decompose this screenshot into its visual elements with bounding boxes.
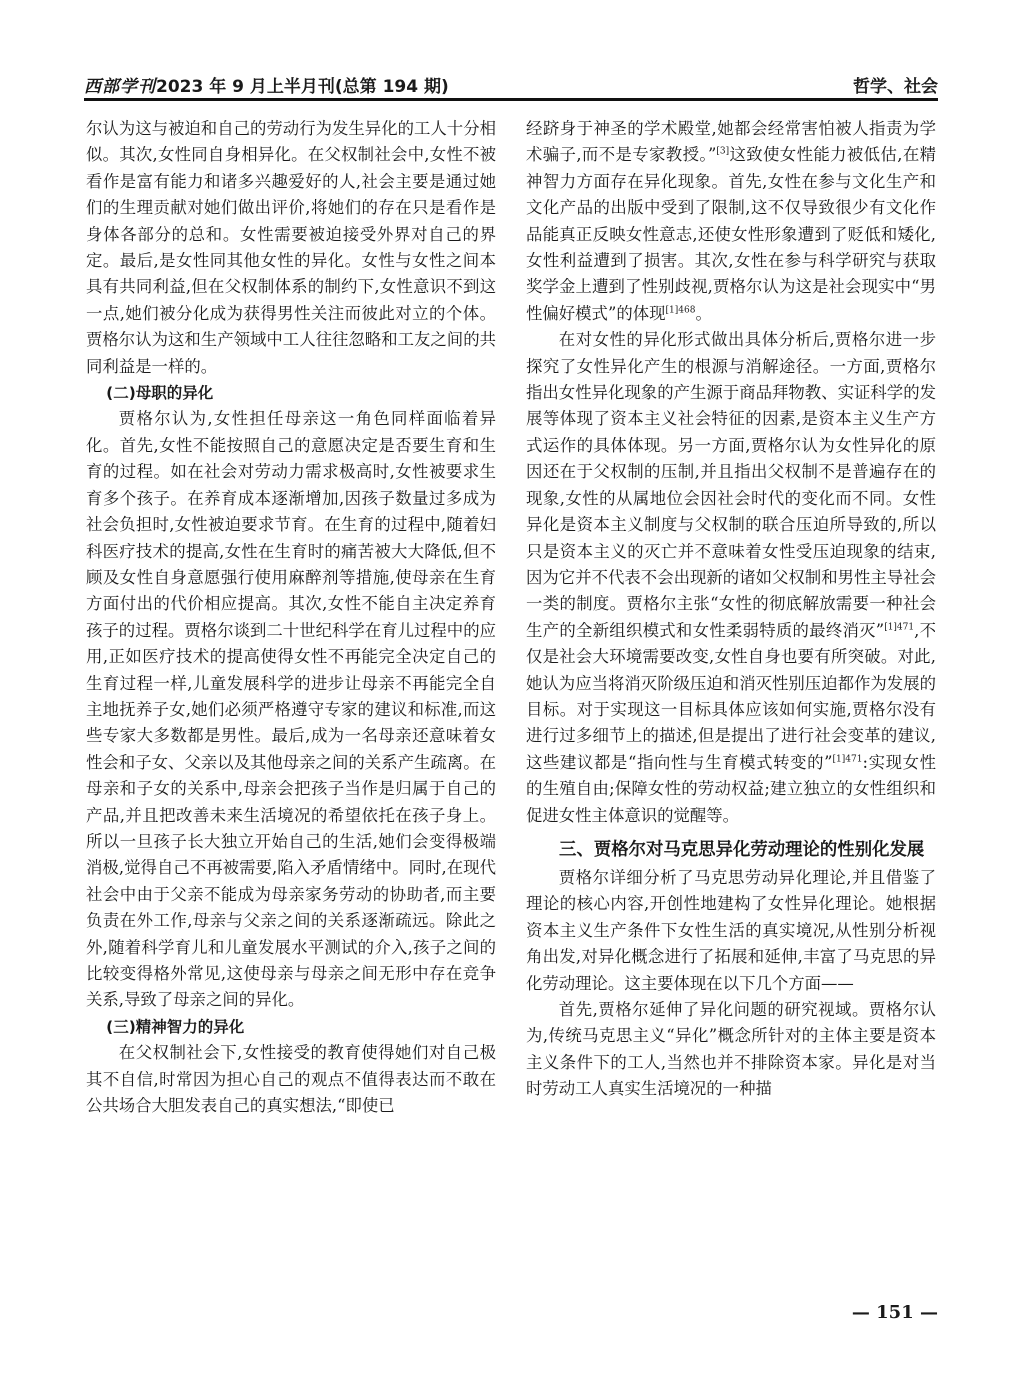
left-column	[86, 116, 496, 1119]
section-name: 哲学、社会	[853, 77, 938, 97]
citation: [3]	[716, 146, 730, 157]
page-number: — 151 —	[851, 1302, 938, 1323]
citation: [1]468	[665, 305, 696, 316]
paragraph	[526, 116, 936, 327]
running-header	[84, 68, 938, 100]
issue-info: 2023 年 9 月上半月刊(总第 194 期)	[156, 77, 449, 97]
citation: [1]471	[832, 754, 863, 765]
text-run: 。	[695, 303, 712, 323]
paragraph: 贾格尔详细分析了马克思劳动异化理论,并且借鉴了理论的核心内容,开创性地建构了女性异化理论。她根据资本主义生产条件下女性生活的真实境况,从性别分析视角出发,对异化概念进行了拓展和延伸,丰富了马克思的异化劳动理论。这主要体现在以下几个方面——	[526, 867, 936, 993]
subheading-motherhood: (二)母职的异化	[106, 384, 214, 403]
text-run: ,不仅是社会大环境需要改变,女性自身也要有所突破。对此,她认为应当将消灭阶级压迫和消灭性别压迫都作为发展的目标。对于实现这一目标具体应该如何实施,贾格尔没有进行过多细节上的描述,但是提出了进行社会变革的建议,这些建议都是“指向性与生育模式转变的”	[526, 620, 936, 772]
paragraph	[526, 327, 936, 829]
paragraph: 首先,贾格尔延伸了异化问题的研究视域。贾格尔认为,传统马克思主义“异化”概念所针对的主体主要是资本主义条件下的工人,当然也并不排除资本家。异化是对当时劳动工人真实生活境况的一种描	[526, 1000, 936, 1099]
paragraph: 贾格尔认为,女性担任母亲这一角色同样面临着异化。首先,女性不能按照自己的意愿决定是否要生育和生育的过程。如在社会对劳动力需求极高时,女性被要求生育多个孩子。在养育成本逐渐增加,因孩子数量过多成为社会负担时,女性被迫要求节育。在生育的过程中,随着妇科医疗技术的提高,女性在生育时的痛苦被大大降低,但不顾及女性自身意愿强行使用麻醉剂等措施,使母亲在生育方面付出的代价相应提高。其次,女性不能自主决定养育孩子的过程。贾格尔谈到二十世纪科学在育儿过程中的应用,正如医疗技术的提高使得女性不再能完全决定自己的生育过程一样,儿童发展科学的进步让母亲不再能完全自主地抚养子女,她们必须严格遵守专家的建议和标准,而这些专家大多数都是男性。最后,成为一名母亲还意味着女性会和子女、父亲以及其他母亲之间的关系产生疏离。在母亲和子女的关系中,母亲会把孩子当作是归属于自己的产品,并且把改善未来生活境况的希望依托在孩子身上。所以一旦孩子长大独立开始自己的生活,她们会变得极端消极,觉得自己不再被需要,陷入矛盾情绪中。同时,在现代社会中由于父亲不能成为母亲家务劳动的协助者,而主要负责在外工作,母亲与父亲之间的关系逐渐疏远。除此之外,随着科学育儿和儿童发展水平测试的介入,孩子之间的比较变得格外常见,这使母亲与母亲之间无形中存在竞争关系,导致了母亲之间的异化。	[86, 409, 496, 1010]
text-run: 在对女性的异化形式做出具体分析后,贾格尔进一步探究了女性异化产生的根源与消解途径。一方面,贾格尔指出女性异化现象的产生源于商品拜物教、实证科学的发展等体现了资本主义社会特征的因素,是资本主义生产方式运作的具体体现。另一方面,贾格尔认为女性异化的原因还在于父权制的压制,并且指出父权制不是普遍存在的现象,女性的从属地位会因社会时代的变化而不同。女性异化是资本主义制度与父权制的联合压迫所导致的,所以只是资本主义的灭亡并不意味着女性受压迫现象的结束,因为它并不代表不会出现新的诸如父权制和男性主导社会一类的制度。贾格尔主张“女性的彻底解放需要一种社会生产的全新组织模式和女性柔弱特质的最终消灭”	[526, 330, 936, 640]
section-heading: 三、贾格尔对马克思异化劳动理论的性别化发展	[559, 839, 925, 860]
right-column	[526, 116, 936, 1103]
paragraph: 在父权制社会下,女性接受的教育使得她们对自己极其不自信,时常因为担心自己的观点不值得表达而不敢在公共场合大胆发表自己的真实想法,“即使已	[86, 1043, 496, 1116]
text-run: :实现女性的生殖自由;保障女性的劳动权益;建立独立的女性组织和促进女性主体意识的觉醒等。	[526, 752, 936, 825]
text-run: 经跻身于神圣的学术殿堂,她都会经常害怕被人指责为学术骗子,而不是专家教授。”	[526, 119, 936, 165]
text-run: 这致使女性能力被低估,在精神智力方面存在异化现象。首先,女性在参与文化生产和文化产品的出版中受到了限制,这不仅导致很少有文化作品能真正反映女性意志,还使女性形象遭到了贬低和矮化,女性利益遭到了损害。其次,女性在参与科学研究与获取奖学金上遭到了性别歧视,贾格尔认为这是社会现实中“男性偏好模式”的体现	[526, 145, 936, 323]
journal-masthead	[84, 72, 449, 97]
citation: [1]471	[884, 622, 915, 633]
subheading-intellect: (三)精神智力的异化	[106, 1017, 245, 1036]
header-rule	[84, 98, 938, 101]
journal-logo: 西部学刊	[84, 77, 156, 97]
paragraph: 尔认为这与被迫和自己的劳动行为发生异化的工人十分相似。其次,女性同自身相异化。在父权制社会中,女性不被看作是富有能力和诸多兴趣爱好的人,社会主要是通过她们的生理贡献对她们做出评价,将她们的存在只是看作是身体各部分的总和。女性需要被迫接受外界对自己的界定。最后,是女性同其他女性的异化。女性与女性之间本具有共同利益,但在父权制体系的制约下,女性意识不到这一点,她们被分化成为获得男性关注而彼此对立的个体。贾格尔认为这和生产领域中工人往往忽略和工友之间的共同利益是一样的。	[86, 119, 496, 376]
